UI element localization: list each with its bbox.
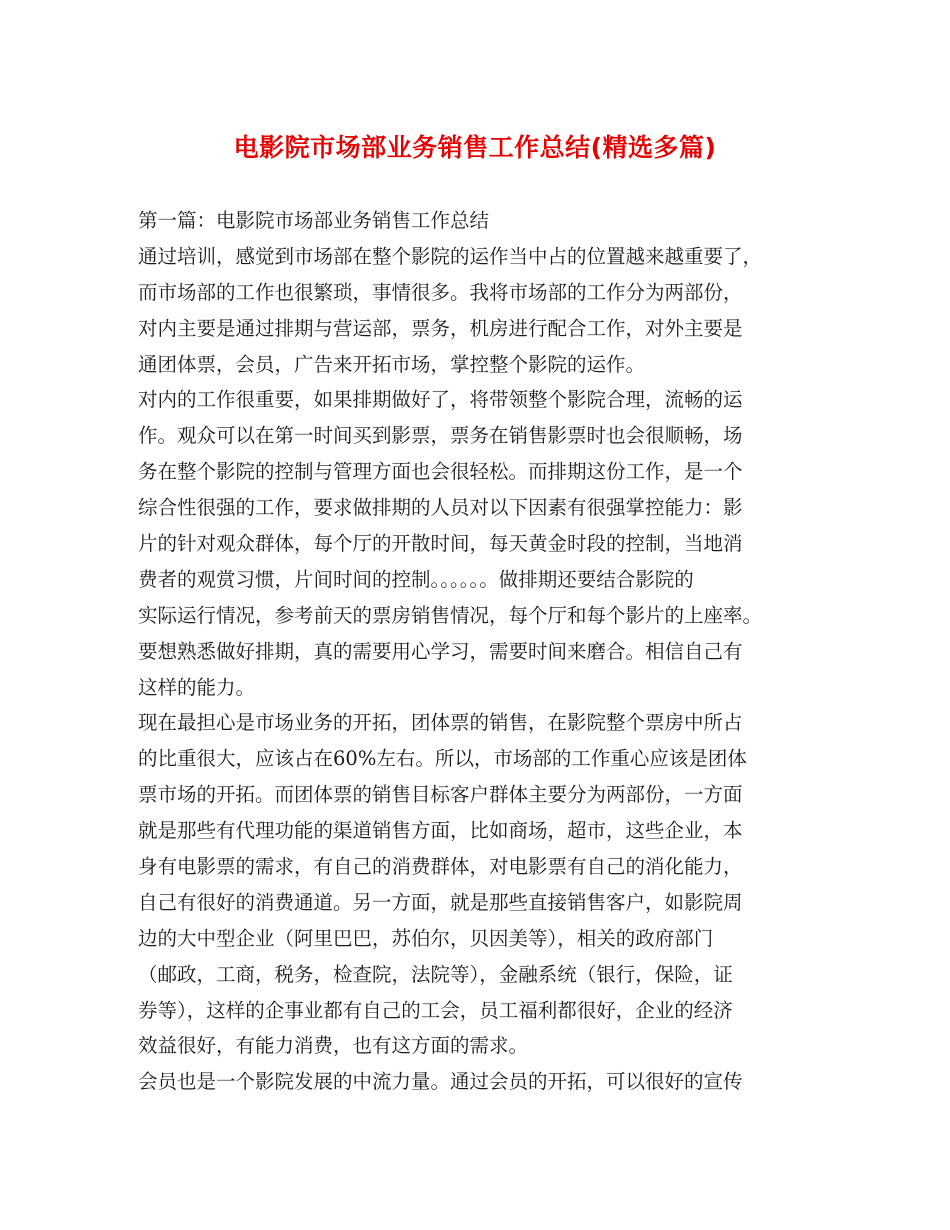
text-line: 片的针对观众群体，每个厅的开散时间，每天黄金时段的控制，当地消	[138, 532, 743, 556]
text-line: 边的大中型企业（阿里巴巴，苏伯尔，贝因美等），相关的政府部门	[138, 926, 714, 950]
text-line: 身有电影票的需求，有自己的消费群体，对电影票有自己的消化能力，	[138, 855, 743, 879]
text-line: 费者的观赏习惯，片间时间的控制。。。。。。做排期还要结合影院的	[138, 567, 694, 591]
text-line: 而市场部的工作也很繁琐，事情很多。我将市场部的工作分为两部份，	[138, 280, 743, 304]
text-line: 票市场的开拓。而团体票的销售目标客户群体主要分为两部份，一方面	[138, 783, 743, 807]
text-line: 对内的工作很重要，如果排期做好了，将带领整个影院合理，流畅的运	[138, 388, 743, 412]
text-line: 通过培训，感觉到市场部在整个影院的运作当中占的位置越来越重要了，	[138, 244, 763, 268]
text-line: 作。观众可以在第一时间买到影票，票务在销售影票时也会很顺畅，场	[138, 424, 743, 448]
text-line: 务在整个影院的控制与管理方面也会很轻松。而排期这份工作，是一个	[138, 460, 743, 484]
text-line: （邮政，工商，税务，检查院，法院等），金融系统（银行，保险，证	[138, 962, 733, 986]
text-line: 的比重很大，应该占在60%左右。所以，市场部的工作重心应该是团体	[138, 747, 747, 771]
text-line: 通团体票，会员，广告来开拓市场，掌控整个影院的运作。	[138, 352, 646, 376]
text-line: 券等），这样的企事业都有自己的工会，员工福利都很好，企业的经济	[138, 998, 733, 1022]
text-line: 就是那些有代理功能的渠道销售方面，比如商场，超市，这些企业，本	[138, 819, 743, 843]
document-title: 电影院市场部业务销售工作总结(精选多篇)	[233, 133, 717, 162]
document-body	[138, 203, 828, 1100]
text-line: 实际运行情况，参考前天的票房销售情况，每个厅和每个影片的上座率。	[138, 603, 763, 627]
text-line: 综合性很强的工作，要求做排期的人员对以下因素有很强掌控能力：影	[138, 496, 743, 520]
text-line: 这样的能力。	[138, 675, 256, 699]
text-line: 会员也是一个影院发展的中流力量。通过会员的开拓，可以很好的宣传	[138, 1070, 743, 1094]
text-line: 效益很好，有能力消费，也有这方面的需求。	[138, 1034, 529, 1058]
text-line: 要想熟悉做好排期，真的需要用心学习，需要时间来磨合。相信自己有	[138, 639, 743, 663]
text-line: 第一篇：电影院市场部业务销售工作总结	[138, 209, 490, 232]
text-line: 对内主要是通过排期与营运部，票务，机房进行配合工作，对外主要是	[138, 316, 743, 340]
text-line: 现在最担心是市场业务的开拓，团体票的销售，在影院整个票房中所占	[138, 711, 743, 735]
text-line: 自己有很好的消费通道。另一方面，就是那些直接销售客户，如影院周	[138, 890, 743, 914]
